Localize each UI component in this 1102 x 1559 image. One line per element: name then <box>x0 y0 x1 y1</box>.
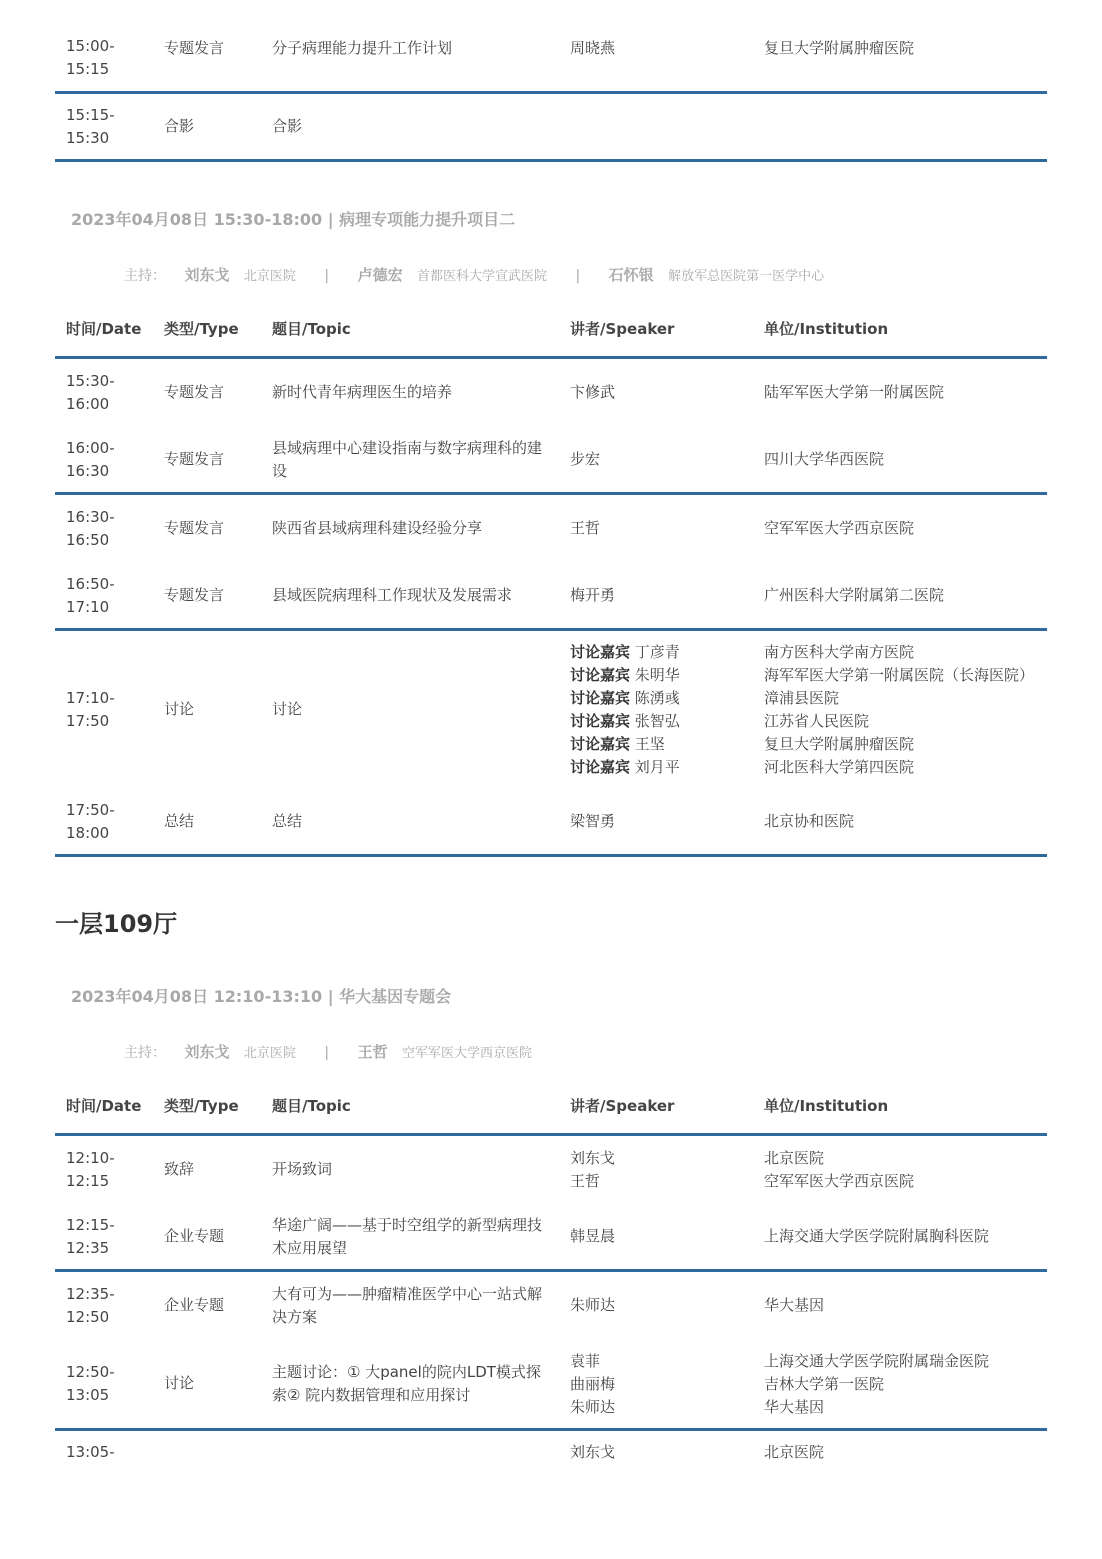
speaker-name: 朱师达 <box>570 1398 616 1416</box>
speaker-cell: 刘东戈 <box>570 1443 616 1461</box>
guest-label: 讨论嘉宾 <box>570 643 631 661</box>
type-cell: 致辞 <box>164 1160 195 1178</box>
speaker-cell <box>570 641 755 779</box>
topic-cell <box>272 437 557 483</box>
institution-cell: 陆军军医大学第一附属医院 <box>764 383 945 401</box>
type-cell: 总结 <box>164 812 195 830</box>
time-start: 15:15- <box>66 106 115 124</box>
guest-label: 讨论嘉宾 <box>570 758 631 776</box>
header-rule <box>55 356 1047 359</box>
institution-name: 华大基因 <box>764 1398 825 1416</box>
host-separator: | <box>324 1045 330 1061</box>
speaker-name: 曲丽梅 <box>570 1375 616 1393</box>
row-divider <box>55 1269 1047 1272</box>
time-end: 15:30 <box>66 129 110 147</box>
time-end: 12:15 <box>66 1172 110 1190</box>
time-start: 12:15- <box>66 1216 115 1234</box>
type-cell: 专题发言 <box>164 39 225 57</box>
institution-cell: 北京协和医院 <box>764 812 855 830</box>
guest-institution: 漳浦县医院 <box>764 689 840 707</box>
host-label: 主持： <box>124 268 166 284</box>
time-start: 16:50- <box>66 575 115 593</box>
time-cell <box>66 1283 156 1329</box>
speaker-cell: 步宏 <box>570 450 601 468</box>
institution-name: 北京医院 <box>764 1149 825 1167</box>
topic-line: 县域病理中心建设指南与数字病理科的建 <box>272 439 543 457</box>
topic-line: 大有可为——肿瘤精准医学中心一站式解 <box>272 1285 543 1303</box>
table-bottom-rule <box>55 159 1047 162</box>
topic-cell: 讨论 <box>272 700 303 718</box>
time-cell <box>66 1361 156 1407</box>
topic-cell <box>272 1283 557 1329</box>
time-end: 13:05 <box>66 1386 110 1404</box>
speaker-cell: 朱师达 <box>570 1296 616 1314</box>
time-end: 17:50 <box>66 712 110 730</box>
type-cell: 专题发言 <box>164 519 225 537</box>
guest-name: 张智弘 <box>634 712 680 730</box>
time-cell <box>66 35 156 81</box>
institution-cell: 复旦大学附属肿瘤医院 <box>764 39 915 57</box>
header-institution: 单位/Institution <box>764 320 889 338</box>
session-title: 2023年04月08日 15:30-18:00 | 病理专项能力提升项目二 <box>71 210 516 229</box>
discussion-guest <box>570 641 755 664</box>
discussion-guest <box>570 733 755 756</box>
institution-cell <box>764 1350 1044 1419</box>
time-end: 12:50 <box>66 1308 110 1326</box>
row-divider <box>55 628 1047 631</box>
guest-name: 朱明华 <box>634 666 680 684</box>
guest-institution: 河北医科大学第四医院 <box>764 758 915 776</box>
table-bottom-rule <box>55 854 1047 857</box>
time-start: 13:05- <box>66 1443 115 1461</box>
institution-name: 吉林大学第一医院 <box>764 1375 885 1393</box>
type-cell: 专题发言 <box>164 586 225 604</box>
institution-cell: 空军军医大学西京医院 <box>764 519 915 537</box>
time-start: 17:50- <box>66 801 115 819</box>
guest-label: 讨论嘉宾 <box>570 712 631 730</box>
type-cell: 企业专题 <box>164 1227 225 1245</box>
topic-cell <box>272 1361 557 1407</box>
institution-cell: 华大基因 <box>764 1296 825 1314</box>
guest-label: 讨论嘉宾 <box>570 666 631 684</box>
hall-title: 一层109厅 <box>55 910 178 938</box>
institution-cell: 广州医科大学附属第二医院 <box>764 586 945 604</box>
time-end: 16:00 <box>66 395 110 413</box>
speaker-cell: 梁智勇 <box>570 812 616 830</box>
time-start: 15:30- <box>66 372 115 390</box>
time-cell <box>66 370 156 416</box>
type-cell: 讨论 <box>164 700 195 718</box>
discussion-guest <box>570 756 755 779</box>
time-start: 12:50- <box>66 1363 115 1381</box>
institution-cell: 北京医院 <box>764 1443 825 1461</box>
host-separator: | <box>575 268 581 284</box>
guest-institution: 海军军医大学第一附属医院（长海医院） <box>764 666 1035 684</box>
host-separator: | <box>324 268 330 284</box>
host-institution: 北京医院 <box>243 1046 296 1061</box>
type-cell: 讨论 <box>164 1374 195 1392</box>
topic-cell: 陕西省县域病理科建设经验分享 <box>272 519 483 537</box>
topic-line: 设 <box>272 462 288 480</box>
speaker-cell <box>570 1147 755 1193</box>
time-cell <box>66 104 156 150</box>
topic-line: 决方案 <box>272 1308 318 1326</box>
topic-cell: 合影 <box>272 117 303 135</box>
host-name: 刘东戈 <box>184 1043 230 1061</box>
header-speaker: 讲者/Speaker <box>570 1097 675 1115</box>
header-time: 时间/Date <box>66 320 142 338</box>
institution-name: 空军军医大学西京医院 <box>764 1172 915 1190</box>
guest-name: 王坚 <box>634 735 665 753</box>
host-name: 王哲 <box>357 1043 388 1061</box>
header-topic: 题目/Topic <box>272 1097 351 1115</box>
row-divider <box>55 91 1047 94</box>
topic-line: 华途广阔——基于时空组学的新型病理技 <box>272 1216 543 1234</box>
topic-cell: 开场致词 <box>272 1160 333 1178</box>
time-cell <box>66 1147 156 1193</box>
time-end: 17:10 <box>66 598 110 616</box>
speaker-cell: 韩昱晨 <box>570 1227 616 1245</box>
time-start: 17:10- <box>66 689 115 707</box>
topic-cell: 分子病理能力提升工作计划 <box>272 39 453 57</box>
institution-cell <box>764 1147 1044 1193</box>
time-cell <box>66 506 156 552</box>
speaker-name: 王哲 <box>570 1172 601 1190</box>
guest-institution: 复旦大学附属肿瘤医院 <box>764 735 915 753</box>
time-cell <box>66 1441 156 1464</box>
institution-name: 上海交通大学医学院附属瑞金医院 <box>764 1352 990 1370</box>
time-end: 12:35 <box>66 1239 110 1257</box>
type-cell: 专题发言 <box>164 450 225 468</box>
guest-label: 讨论嘉宾 <box>570 735 631 753</box>
topic-line: 主题讨论：① 大panel的院内LDT模式探 <box>272 1363 541 1381</box>
time-start: 15:00- <box>66 37 115 55</box>
guest-name: 刘月平 <box>634 758 680 776</box>
speaker-cell: 梅开勇 <box>570 586 616 604</box>
topic-line: 索② 院内数据管理和应用探讨 <box>272 1386 471 1404</box>
guest-institution: 南方医科大学南方医院 <box>764 643 915 661</box>
speaker-cell: 卞修武 <box>570 383 616 401</box>
host-label: 主持： <box>124 1045 166 1061</box>
time-start: 16:30- <box>66 508 115 526</box>
header-speaker: 讲者/Speaker <box>570 320 675 338</box>
topic-cell: 总结 <box>272 812 303 830</box>
time-start: 16:00- <box>66 439 115 457</box>
institution-cell <box>764 641 1044 779</box>
discussion-guest <box>570 710 755 733</box>
discussion-guest <box>570 664 755 687</box>
host-name: 石怀银 <box>608 266 654 284</box>
host-name: 刘东戈 <box>184 266 230 284</box>
header-institution: 单位/Institution <box>764 1097 889 1115</box>
type-cell: 企业专题 <box>164 1296 225 1314</box>
host-institution: 空军军医大学西京医院 <box>402 1046 533 1061</box>
guest-institution: 江苏省人民医院 <box>764 712 870 730</box>
topic-cell: 新时代青年病理医生的培养 <box>272 383 453 401</box>
time-end: 16:30 <box>66 462 110 480</box>
host-institution: 首都医科大学宣武医院 <box>417 269 548 284</box>
time-end: 15:15 <box>66 60 110 78</box>
time-start: 12:10- <box>66 1149 115 1167</box>
hosts-line <box>124 264 824 285</box>
time-cell <box>66 1214 156 1260</box>
header-type: 类型/Type <box>164 320 239 338</box>
speaker-cell <box>570 1350 755 1419</box>
time-cell <box>66 573 156 619</box>
speaker-cell: 周晓燕 <box>570 39 616 57</box>
speaker-cell: 王哲 <box>570 519 601 537</box>
time-end: 18:00 <box>66 824 110 842</box>
discussion-guest <box>570 687 755 710</box>
guest-label: 讨论嘉宾 <box>570 689 631 707</box>
topic-line: 术应用展望 <box>272 1239 348 1257</box>
host-name: 卢德宏 <box>357 266 403 284</box>
hosts-line <box>124 1041 532 1062</box>
speaker-name: 刘东戈 <box>570 1149 616 1167</box>
header-time: 时间/Date <box>66 1097 142 1115</box>
row-divider <box>55 1428 1047 1431</box>
time-end: 16:50 <box>66 531 110 549</box>
time-cell <box>66 437 156 483</box>
speaker-name: 袁菲 <box>570 1352 601 1370</box>
header-type: 类型/Type <box>164 1097 239 1115</box>
type-cell: 专题发言 <box>164 383 225 401</box>
header-rule <box>55 1133 1047 1136</box>
header-topic: 题目/Topic <box>272 320 351 338</box>
guest-name: 丁彦青 <box>634 643 680 661</box>
type-cell: 合影 <box>164 117 195 135</box>
row-divider <box>55 492 1047 495</box>
institution-cell: 上海交通大学医学院附属胸科医院 <box>764 1227 990 1245</box>
guest-name: 陈湧彧 <box>634 689 680 707</box>
time-cell <box>66 687 156 733</box>
host-institution: 北京医院 <box>243 269 296 284</box>
session-title: 2023年04月08日 12:10-13:10 | 华大基因专题会 <box>71 987 452 1006</box>
topic-cell: 县域医院病理科工作现状及发展需求 <box>272 586 513 604</box>
host-institution: 解放军总医院第一医学中心 <box>668 269 825 284</box>
time-cell <box>66 799 156 845</box>
institution-cell: 四川大学华西医院 <box>764 450 885 468</box>
topic-cell <box>272 1214 557 1260</box>
time-start: 12:35- <box>66 1285 115 1303</box>
